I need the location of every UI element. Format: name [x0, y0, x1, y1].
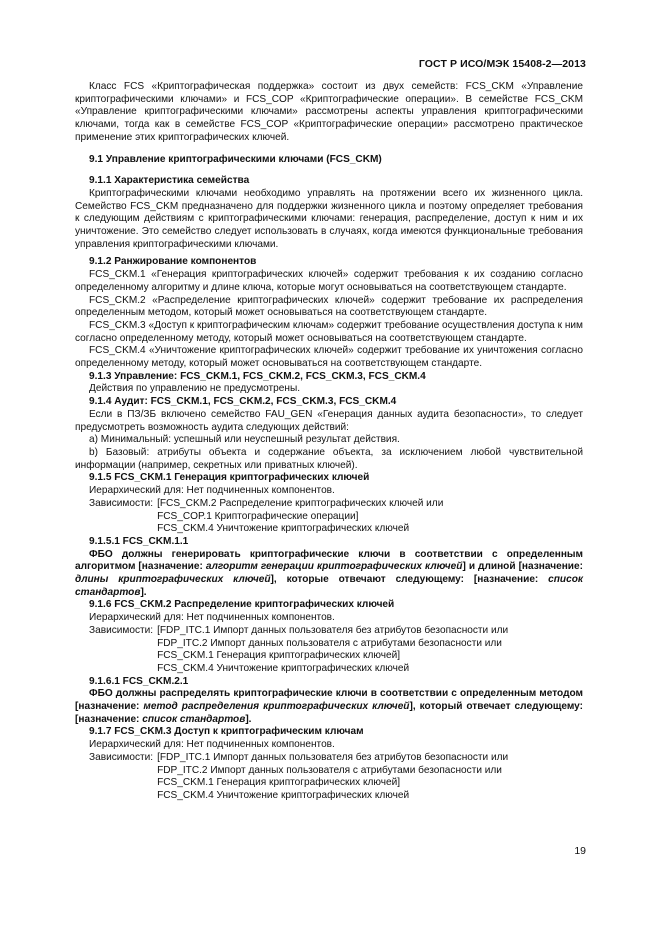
dependencies-label: Зависимости: — [89, 624, 154, 636]
section-9-1-7-dependencies — [75, 752, 583, 803]
component-fcs-ckm-4: FCS_CKM.4 «Уничтожение криптографических ключей» содержит требование их уничтожения согласно определенному методу, который может основываться на соответствующем стандарте. — [75, 345, 583, 370]
section-9-1-4-text: Если в ПЗ/ЗБ включено семейство FAU_GEN «Генерация данных аудита безопасности», то следует предусмотреть возможность аудита следующих действий: — [75, 408, 583, 433]
element-9-1-6-1-heading: 9.1.6.1 FCS_CKM.2.1 — [89, 675, 189, 687]
section-9-1-7-heading: 9.1.7 FCS_CKM.3 Доступ к криптографическим ключам — [89, 726, 364, 738]
audit-item-a: a) Минимальный: успешный или неуспешный результат действия. — [89, 434, 400, 446]
dependency-item: [FDP_ITC.1 Импорт данных пользователя без атрибутов безопасности или — [157, 751, 509, 763]
dependency-item: FCS_CKM.4 Уничтожение криптографических ключей — [157, 662, 410, 674]
dependency-item: FCS_COP.1 Криптографические операции] — [157, 510, 359, 522]
page-content — [75, 81, 583, 803]
component-fcs-ckm-3: FCS_CKM.3 «Доступ к криптографическим ключам» содержит требование осуществления доступа к ним согласно определенному методу, который может основываться на соответствующем стандарте. — [75, 319, 583, 344]
element-9-1-5-1-heading: 9.1.5.1 FCS_CKM.1.1 — [89, 535, 189, 547]
section-9-1-2-heading: 9.1.2 Ранжирование компонентов — [89, 256, 257, 268]
dependency-item: FCS_CKM.4 Уничтожение криптографических ключей — [157, 523, 410, 535]
dependency-item: FCS_CKM.1 Генерация криптографических ключей] — [157, 650, 401, 662]
dependency-item: FDP_ITC.2 Импорт данных пользователя с атрибутами безопасности или — [157, 637, 502, 649]
section-9-1-1-text: Криптографическими ключами необходимо управлять на протяжении всего их жизненного цикла. Семейство FCS_CKM предназначено для поддержки жизненного цикла и поэтому определяет требования к следующим действиям с криптографическими ключами: генерация, распределение, доступ к ним и их уничтожение. Это семейство следует использовать в случаях, когда имеются функциональные требования управления криптографическими ключами. — [75, 187, 583, 250]
section-9-1-3-heading: 9.1.3 Управление: FCS_CKM.1, FCS_CKM.2, FCS_CKM.3, FCS_CKM.4 — [89, 370, 426, 382]
dependency-item: FCS_CKM.4 Уничтожение криптографических ключей — [157, 789, 410, 801]
dependency-item: FDP_ITC.2 Импорт данных пользователя с атрибутами безопасности или — [157, 764, 502, 776]
element-fcs-ckm-2-1-text: ФБО должны распределять криптографические ключи в соответствии с определенным методом [назначение: метод распределения криптографических ключей], который отвечает следующему: [назначение: список стандартов]. — [75, 688, 584, 725]
page-number: 19 — [574, 845, 586, 857]
dependency-item: FCS_CKM.1 Генерация криптографических ключей] — [157, 777, 401, 789]
page-header: ГОСТ Р ИСО/МЭК 15408-2—2013 — [418, 58, 586, 70]
audit-item-b: b) Базовый: атрибуты объекта и содержание объекта, за исключением любой чувствительной информации (например, секретных или приватных ключей). — [75, 446, 583, 471]
section-9-1-1-heading: 9.1.1 Характеристика семейства — [89, 175, 250, 187]
section-9-1-heading: 9.1 Управление криптографическими ключами (FCS_CKM) — [89, 153, 382, 165]
section-9-1-4-heading: 9.1.4 Аудит: FCS_CKM.1, FCS_CKM.2, FCS_CKM.3, FCS_CKM.4 — [89, 396, 397, 408]
section-9-1-7-hierarchy: Иерархический для: Нет подчиненных компонентов. — [89, 739, 335, 751]
section-9-1-6-dependencies — [75, 625, 583, 676]
section-9-1-5-heading: 9.1.5 FCS_CKM.1 Генерация криптографических ключей — [89, 472, 370, 484]
dependency-item: [FDP_ITC.1 Импорт данных пользователя без атрибутов безопасности или — [157, 624, 509, 636]
dependency-item: [FCS_CKM.2 Распределение криптографических ключей или — [157, 497, 444, 509]
component-fcs-ckm-2: FCS_CKM.2 «Распределение криптографических ключей» содержит требование их распределения определенным методом, который может основываться на соответствующем стандарте. — [75, 294, 583, 319]
section-9-1-6-hierarchy: Иерархический для: Нет подчиненных компонентов. — [89, 612, 335, 624]
section-9-1-5-hierarchy: Иерархический для: Нет подчиненных компонентов. — [89, 485, 335, 497]
section-9-1-5-dependencies — [75, 498, 583, 536]
dependencies-label: Зависимости: — [89, 497, 154, 509]
element-fcs-ckm-1-1-text: ФБО должны генерировать криптографические ключи в соответствии с определенным алгоритмом [назначение: алгоритм генерации криптографических ключей] и длиной [назначение: длины криптографических ключей], которые отвечают следующему: [назначение: список стандартов]. — [75, 548, 583, 598]
section-9-1-6-heading: 9.1.6 FCS_CKM.2 Распределение криптографических ключей — [89, 599, 395, 611]
section-9-1-3-text: Действия по управлению не предусмотрены. — [89, 383, 301, 395]
dependencies-label: Зависимости: — [89, 751, 154, 763]
intro-paragraph: Класс FCS «Криптографическая поддержка» состоит из двух семейств: FCS_CKM «Управление криптографическими ключами» и FCS_COP «Криптографические операции». В семействе FCS_CKM «Управление криптографическими ключами» рассмотрены аспекты управления криптографическими ключами, тогда как в семействе FCS_COP «Криптографические операции» рассмотрено практическое применение этих криптографических ключей. — [75, 81, 583, 143]
component-fcs-ckm-1: FCS_CKM.1 «Генерация криптографических ключей» содержит требования к их созданию согласно определенному алгоритму и длине ключа, которые могут основываться на соответствующем стандарте. — [75, 269, 583, 293]
